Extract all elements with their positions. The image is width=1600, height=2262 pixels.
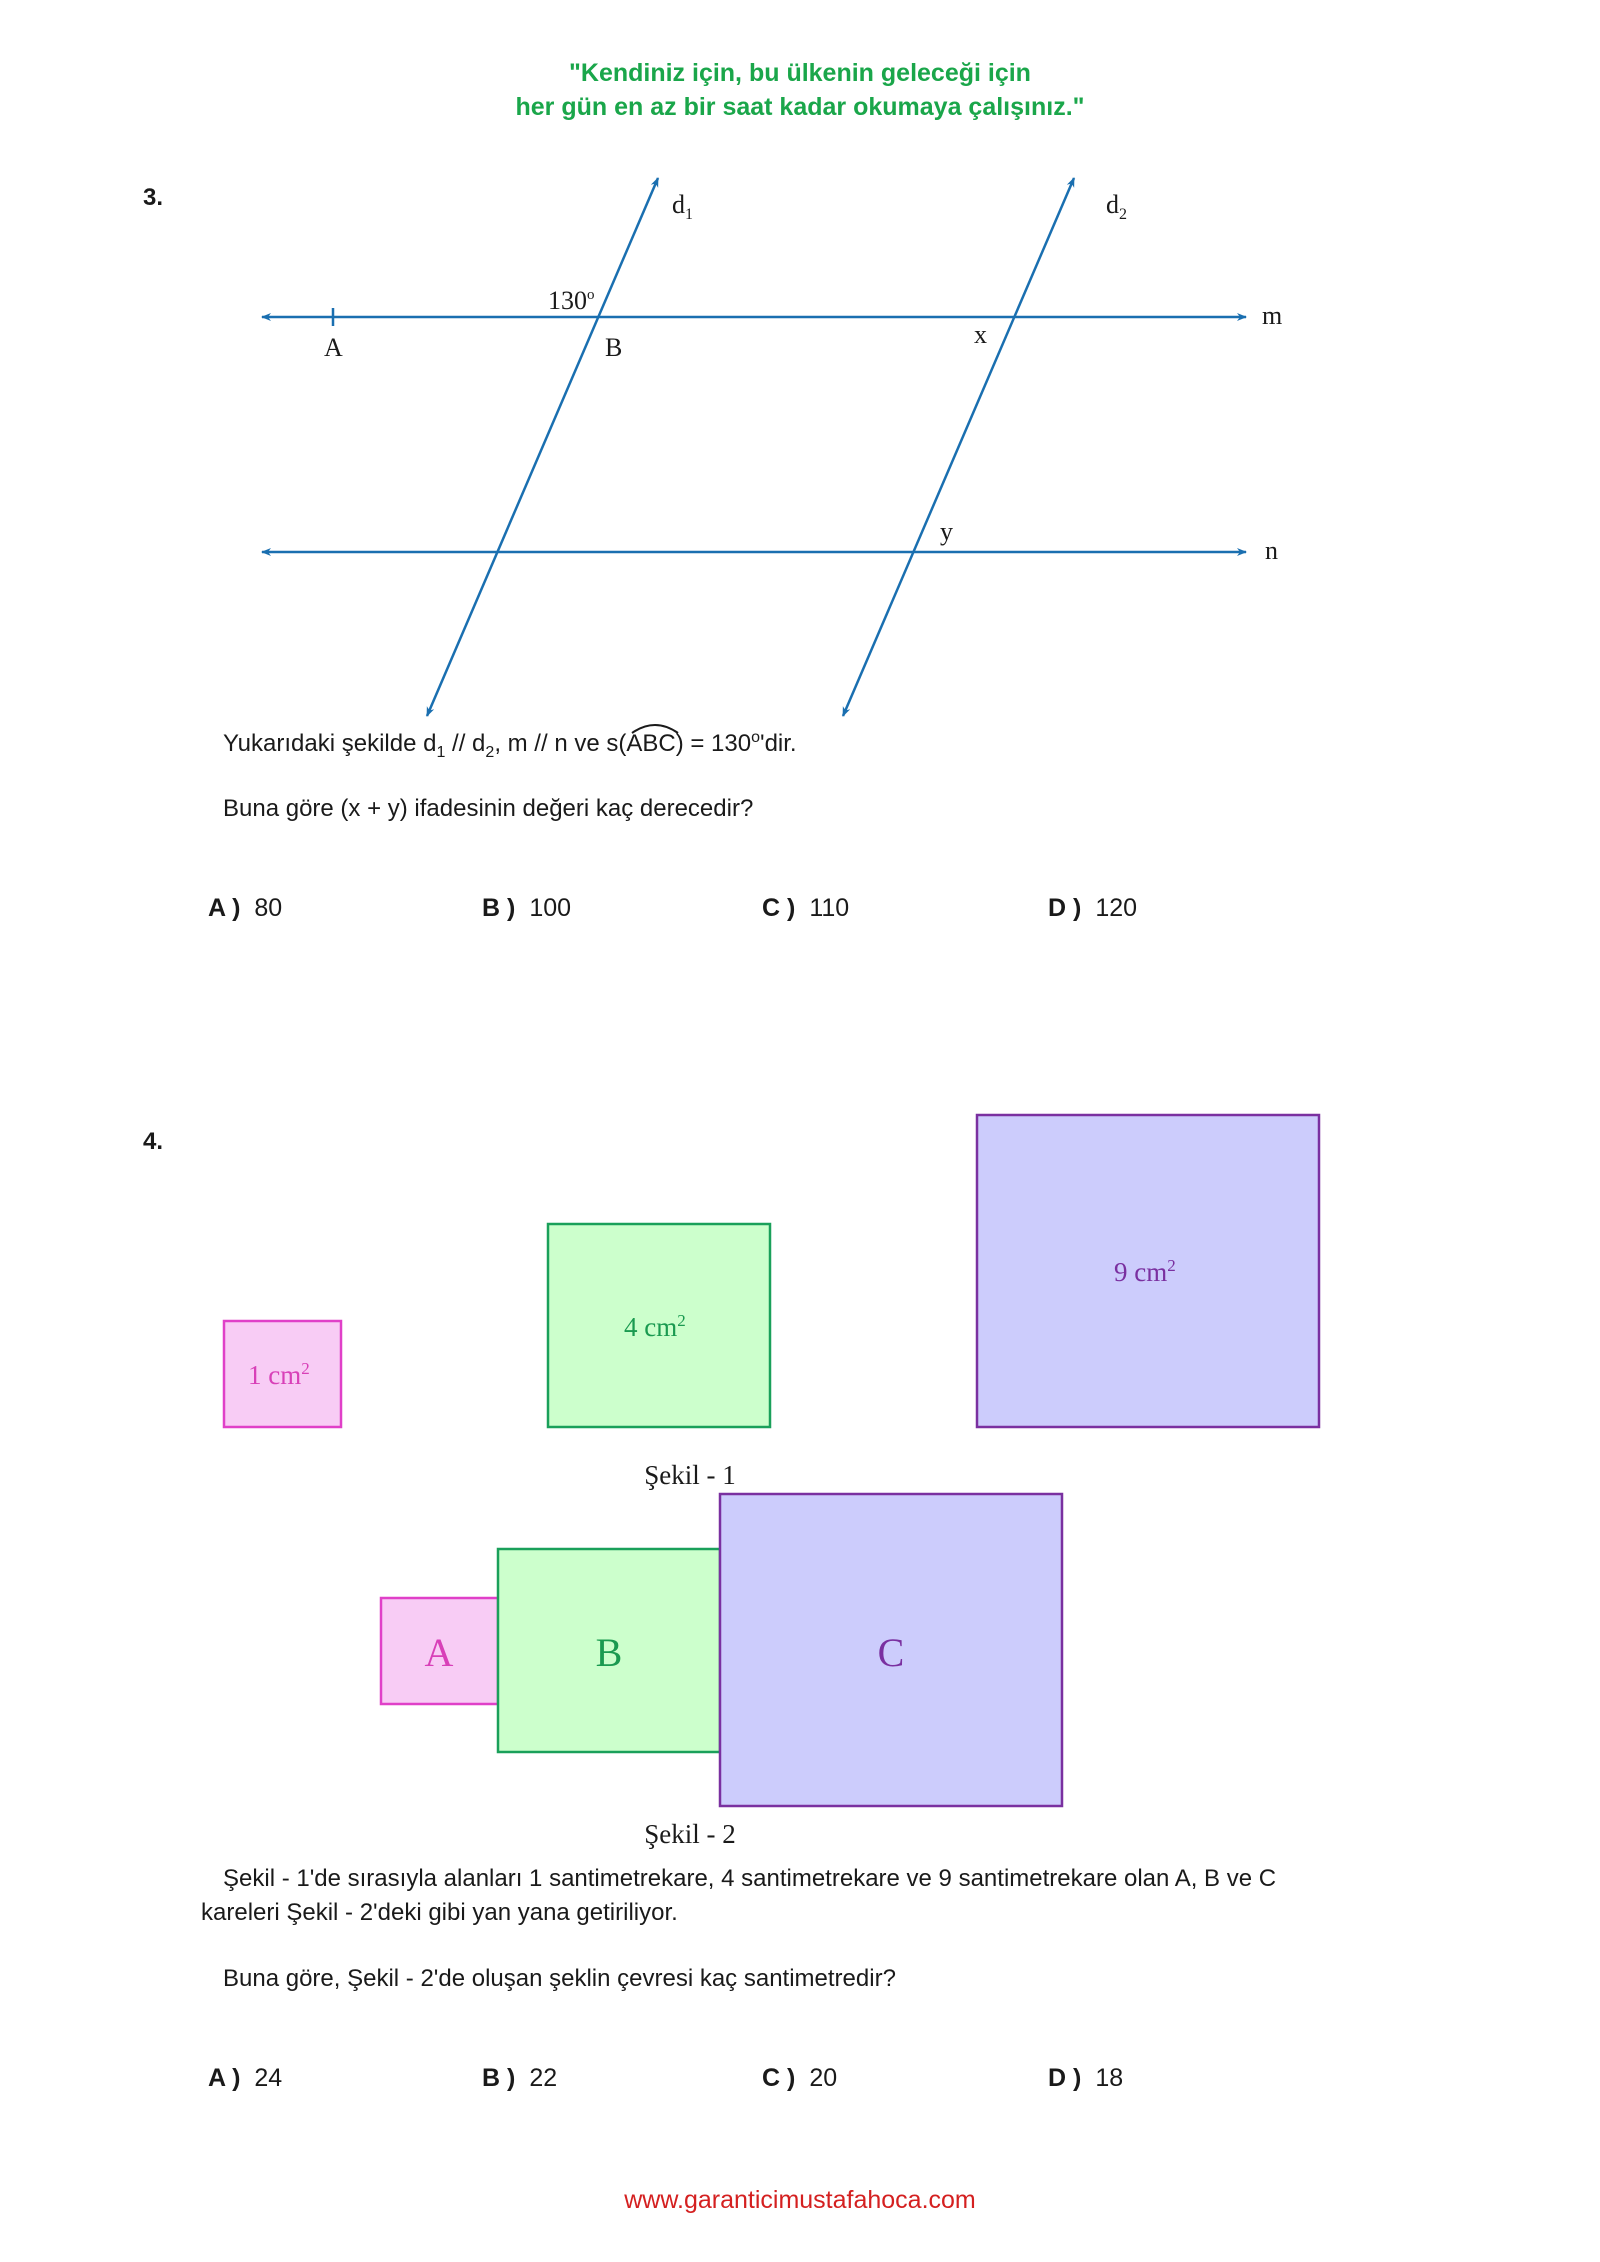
- label-point-a: A: [324, 333, 343, 362]
- label-m: m: [1262, 301, 1283, 330]
- label-d1: $d_1$: [672, 190, 693, 223]
- caption-sekil-2: Şekil - 2: [644, 1819, 736, 1849]
- question-4-number: 4.: [143, 1128, 164, 1155]
- q3-choice-a[interactable]: A ) 80: [208, 894, 283, 922]
- question-4-prompt: Buna göre, Şekil - 2'de oluşan şeklin çevresi kaç santimetredir?: [223, 1965, 896, 1992]
- q3-choice-b[interactable]: B ) 100: [482, 894, 572, 922]
- label-1cm2: 1 $cm^2$: [248, 1359, 310, 1390]
- arc-symbol: [630, 721, 680, 735]
- label-4cm2: 4 $cm^2$: [624, 1311, 686, 1342]
- quote-line-2: her gün en az bir saat kadar okumaya çalışınız.": [515, 93, 1085, 121]
- q4-choice-d[interactable]: D ) 18: [1048, 2064, 1124, 2092]
- quote-line-1: "Kendiniz için, bu ülkenin geleceği için: [569, 59, 1031, 87]
- q4-choice-b[interactable]: B ) 22: [482, 2064, 558, 2092]
- label-angle-x: x: [974, 320, 987, 349]
- caption-sekil-1: Şekil - 1: [644, 1460, 736, 1490]
- label-angle-y: y: [940, 517, 953, 546]
- footer-url[interactable]: www.garanticimustafahoca.com: [624, 2186, 976, 2214]
- question-3-figure: [0, 0, 1600, 740]
- q4-choice-a[interactable]: A ) 24: [208, 2064, 283, 2092]
- label-d2: $d_2$: [1106, 190, 1127, 223]
- label-square-c: C: [877, 1630, 905, 1675]
- q4-choice-c[interactable]: C ) 20: [762, 2064, 838, 2092]
- q3-choice-d[interactable]: D ) 120: [1048, 894, 1138, 922]
- label-n: n: [1265, 536, 1278, 565]
- question-4-stem-line-1: Şekil - 1'de sırasıyla alanları 1 santimetrekare, 4 santimetrekare ve 9 santimetrekare olan A, B ve C: [223, 1865, 1277, 1892]
- label-square-b: B: [595, 1630, 623, 1675]
- label-angle-130: 130$^o$: [548, 286, 595, 315]
- question-3-number: 3.: [143, 184, 164, 211]
- question-4-figure: [0, 1100, 1600, 1860]
- question-3-stem: Yukarıdaki şekilde $d_1 // d_2$, m // n ve s( $ABC) = 130^o'dir$.: [223, 721, 797, 770]
- line-d2: [843, 178, 1074, 716]
- question-4-stem-line-2: kareleri Şekil - 2'deki gibi yan yana getiriliyor.: [201, 1899, 678, 1926]
- line-d1: [427, 178, 658, 716]
- q3-choice-c[interactable]: C ) 110: [762, 894, 850, 922]
- label-point-b: B: [605, 333, 623, 362]
- label-9cm2: 9 $cm^2$: [1114, 1256, 1176, 1287]
- question-3-prompt: Buna göre (x + y) ifadesinin değeri kaç derecedir?: [223, 795, 754, 822]
- label-square-a: A: [424, 1630, 454, 1675]
